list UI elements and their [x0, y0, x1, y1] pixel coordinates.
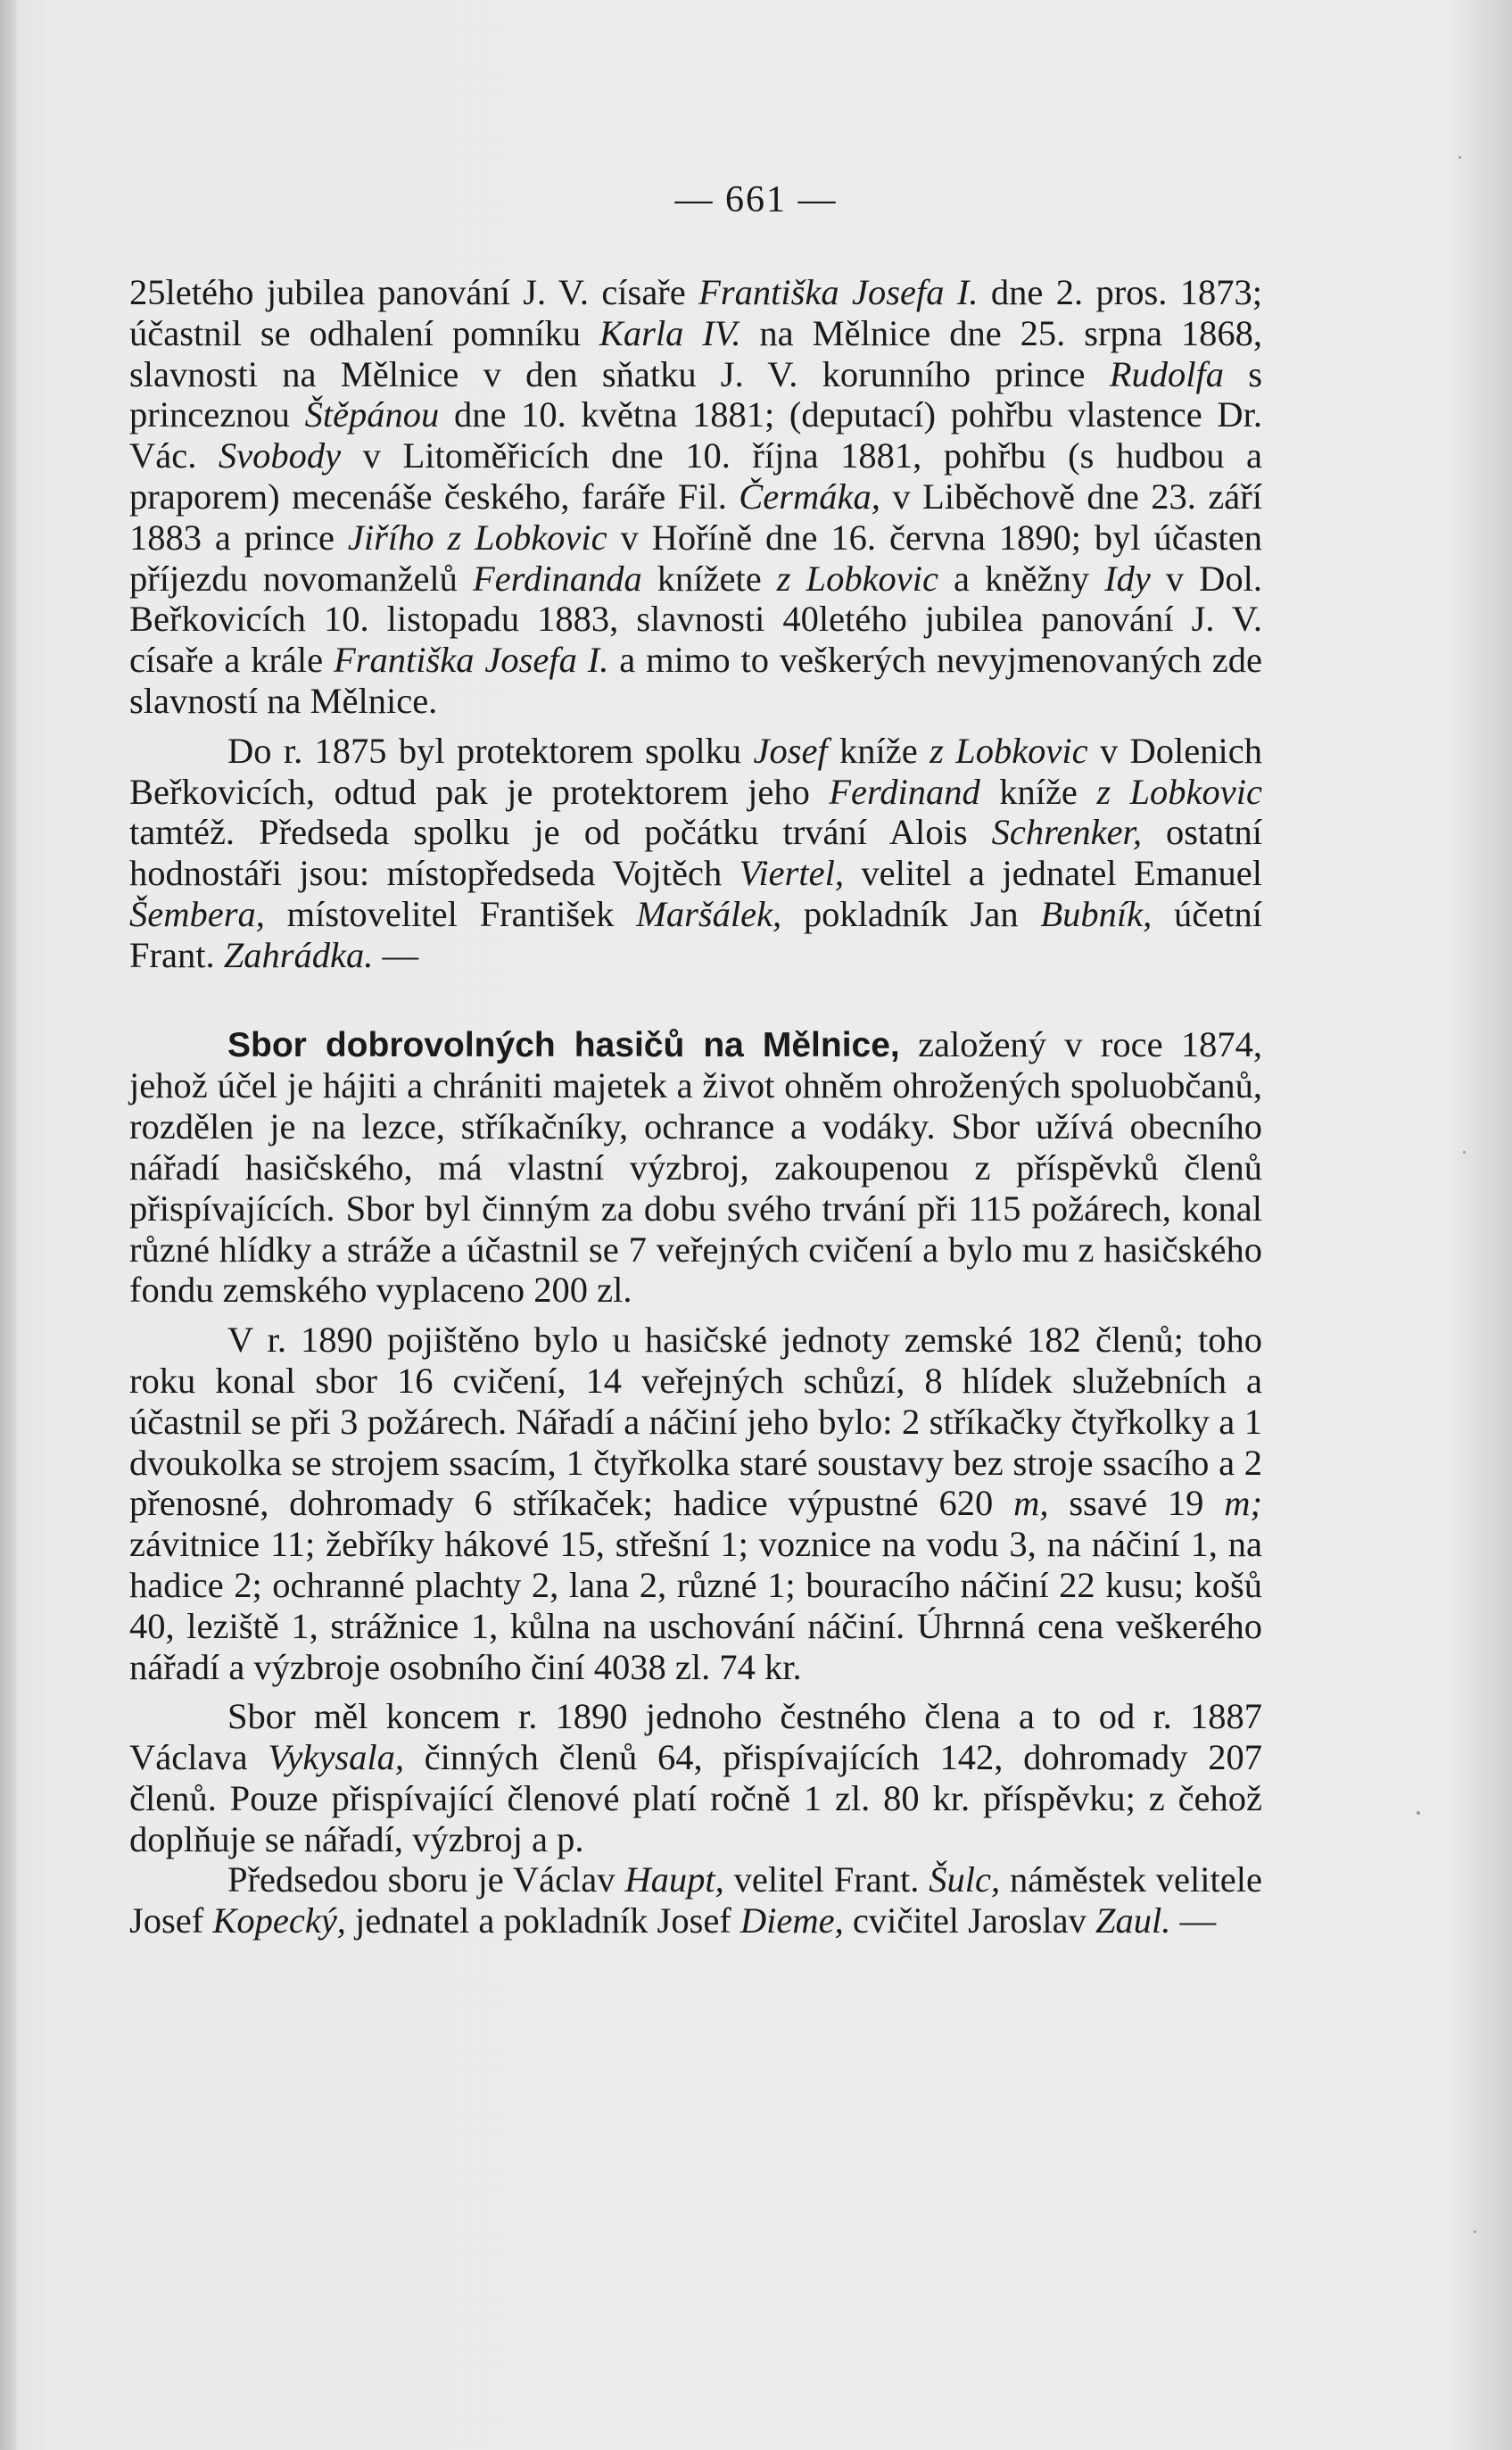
paragraph-protectors: Do r. 1875 byl protektorem spolku Josef kníže z Lobkovic v Dolenich Beřkovicích, odtud pak je protektorem jeho Ferdinand kníže z Lobkovic tamtéž. Předseda spolku je od počátku trvání Alois Schrenker, ostatní hodnostáři jsou: místopředseda Vojtěch Viertel, velitel a jednatel Emanuel Šembera, místovelitel František Maršálek, pokladník Jan Bubník, účetní Frant. Zahrádka. — — [129, 730, 1263, 975]
paragraph-equipment: V r. 1890 pojištěno bylo u hasičské jednoty zemské 182 členů; toho roku konal sbor 16 cvičení, 14 veřejných schůzí, 8 hlídek služebních a účastnil se při 3 požárech. Nářadí a náčiní jeho bylo: 2 stříkačky čtyřkolky a 1 dvoukolka se strojem ssacím, 1 čtyřkolka staré soustavy bez stroje ssacího a 2 přenosné, dohromady 6 stříkaček; hadice výpustné 620 m, ssavé 19 m; závitnice 11; žebříky hákové 15, střešní 1; voznice na vodu 3, na náčiní 1, na hadice 2; ochranné plachty 2, lana 2, různé 1; bouracího náčiní 22 kusu; košů 40, leziště 1, strážnice 1, kůlna na uschování náčiní. Úhrnná cena veškerého nářadí a výzbroje osobního činí 4038 zl. 74 kr. — [129, 1320, 1262, 1687]
section-heading: Sbor dobrovolných hasičů na Mělnice, — [227, 1025, 900, 1064]
paragraph-jubilee-events: 25letého jubilea panování J. V. císaře Františka Josefa I. dne 2. pros. 1873; účastnil se odhalení pomníku Karla IV. na Mělnice dne 25. srpna 1868, slavnosti na Mělnice v den sňatku J. V. korunního prince Rudolfa s princeznou Štěpánou dne 10. května 1881; (deputací) pohřbu vlastence Dr. Vác. Svobody v Litoměřicích dne 10. října 1881, pohřbu (s hudbou a praporem) mecenáše českého, faráře Fil. Čermáka, v Liběchově dne 23. září 1883 a prince Jiřího z Lobkovic v Hoříně dne 16. června 1890; byl účasten příjezdu novomanželů Ferdinanda knížete z Lobkovic a kněžny Idy v Dol. Beřkovicích 10. listopadu 1883, slavnosti 40letého jubilea panování J. V. císaře a krále Františka Josefa I. a mimo to veškerých nevyjmenovaných zde slavností na Mělnice. — [129, 272, 1263, 721]
page-number: — 661 — — [674, 179, 838, 220]
page-spine-shadow — [0, 0, 16, 2450]
paragraph-fire-brigade-intro: Sbor dobrovolných hasičů na Mělnice, založený v roce 1874, jehož účel je hájiti a chrániti majetek a život ohněm ohrožených spoluobčanů, rozdělen je na lezce, stříkačníky, ochrance a vodáky. Sbor užívá obecního nářadí hasičského, má vlastní výzbroj, zakoupenou z příspěvků členů přispívajících. Sbor byl činným za dobu svého trvání při 115 požárech, konal různé hlídky a stráže a účastnil se 7 veřejných cvičení a bylo mu z hasičského fondu zemského vyplaceno 200 zl. — [129, 1023, 1262, 1311]
paragraph-officers: Předsedou sboru je Václav Haupt, velitel Frant. Šulc, náměstek velitele Josef Kopecký, jednatel a pokladník Josef Dieme, cvičitel Jaroslav Zaul. — — [129, 1859, 1262, 1941]
paragraph-members: Sbor měl koncem r. 1890 jednoho čestného člena a to od r. 1887 Václava Vykysala, činných členů 64, přispívajících 142, dohromady 207 členů. Pouze přispívající členové platí ročně 1 zl. 80 kr. příspěvku; z čehož doplňuje se nářadí, výzbroj a p. — [129, 1696, 1263, 1859]
body-text — [129, 272, 1262, 1941]
